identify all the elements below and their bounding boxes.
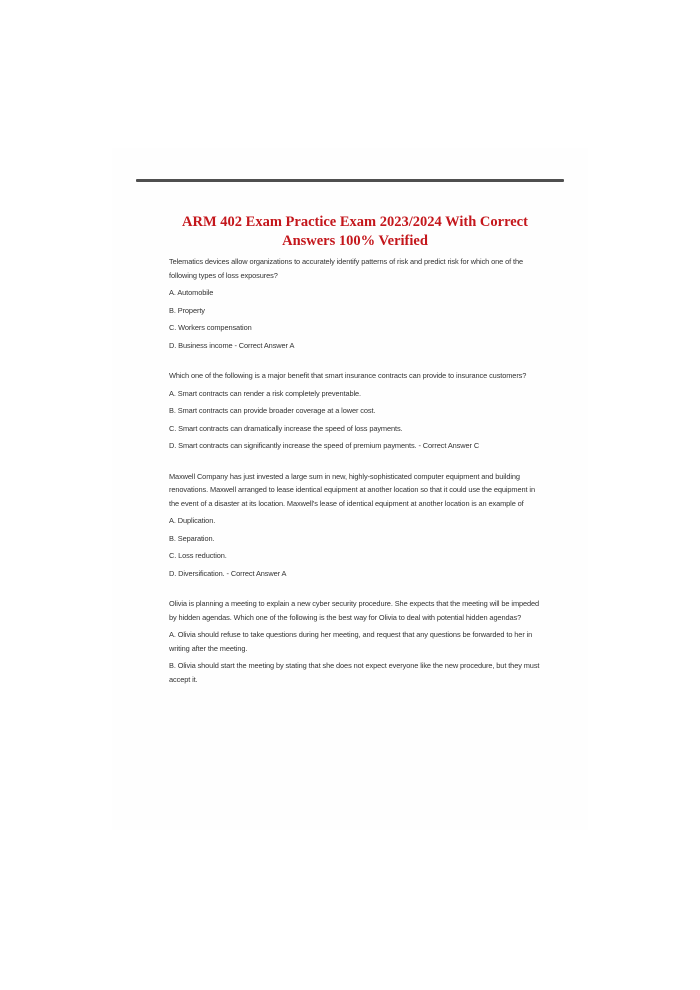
answer-option: D. Business income - Correct Answer A xyxy=(169,340,295,350)
question-block xyxy=(169,470,541,581)
answer-option: D. Diversification. - Correct Answer A xyxy=(169,568,287,578)
question-text: Which one of the following is a major benefit that smart insurance contracts can provide to insurance customers? xyxy=(169,371,527,380)
question-text: Maxwell Company has just invested a large sum in new, highly-sophisticated computer equipment and building renovations. Maxwell arranged to lease identical equipment at another location so that it could use the equipment in the event of a disaster at its location. Maxwell's lease of identical equipment at another location is an example of xyxy=(169,471,535,508)
answer-option: C. Loss reduction. xyxy=(169,551,227,560)
answer-option: A. Automobile xyxy=(169,288,214,297)
answer-option: B. Olivia should start the meeting by stating that she does not expect everyone like the new procedure, but they must accept it. xyxy=(169,661,540,684)
answer-option: B. Property xyxy=(169,305,205,315)
question-text: Telematics devices allow organizations to accurately identify patterns of risk and predict risk for which one of the following types of loss exposures? xyxy=(169,257,524,280)
answer-option: C. Smart contracts can dramatically increase the speed of loss payments. xyxy=(169,423,403,433)
question-text: Olivia is planning a meeting to explain a new cyber security procedure. She expects that the meeting will be impeded by hidden agendas. Which one of the following is the best way for Olivia to deal with potential hidden agendas? xyxy=(169,599,540,622)
header-rule xyxy=(136,179,564,182)
answer-option: A. Smart contracts can render a risk completely preventable. xyxy=(169,388,361,398)
answer-option: D. Smart contracts can significantly increase the speed of premium payments. - Correct Answer C xyxy=(169,441,480,450)
answer-option: C. Workers compensation xyxy=(169,323,252,332)
answer-option: B. Separation. xyxy=(169,533,215,543)
answer-option: A. Olivia should refuse to take questions during her meeting, and request that any questions be forwarded to her in writing after the meeting. xyxy=(169,630,533,653)
answer-option: A. Duplication. xyxy=(169,516,216,525)
question-block xyxy=(169,597,541,686)
question-block xyxy=(169,369,541,453)
page-content xyxy=(169,213,541,690)
question-block xyxy=(169,255,541,352)
questions-container xyxy=(169,255,541,686)
document-title: ARM 402 Exam Practice Exam 2023/2024 With Correct Answers 100% Verified xyxy=(182,214,528,249)
answer-option: B. Smart contracts can provide broader coverage at a lower cost. xyxy=(169,406,376,415)
